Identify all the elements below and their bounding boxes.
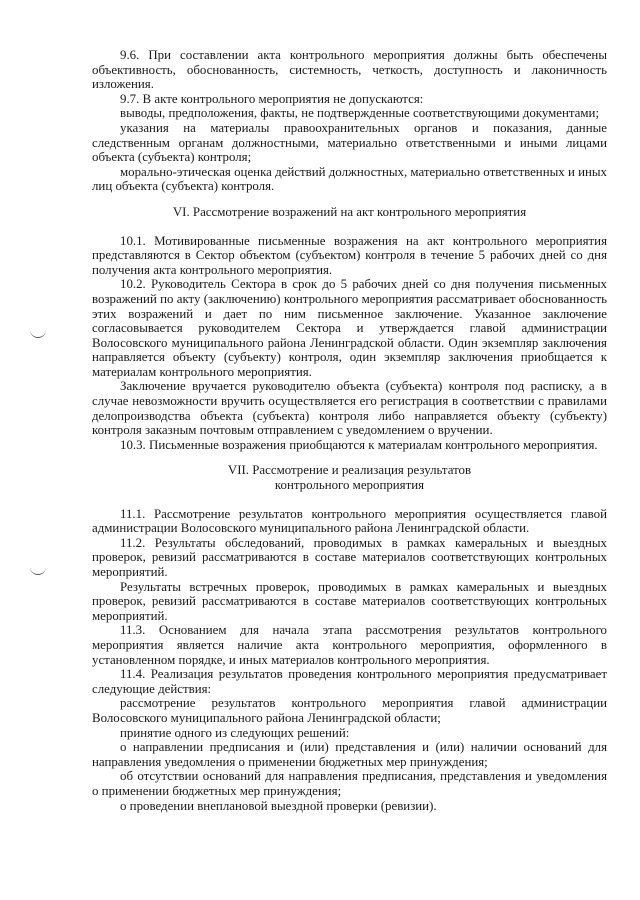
list-item-law-enforcement: указания на материалы правоохранительных органов и показания, данные следственным органам должностными, материально ответственными и иными лицами объекта (субъекта) контроля; [92, 120, 607, 165]
list-item-review-results: рассмотрение результатов контрольного мероприятия главой администрации Волосовского муниципального района Ленинградской области; [92, 696, 607, 725]
paragraph-9-6: 9.6. При составлении акта контрольного мероприятия должны быть обеспечены объективность, обоснованность, системность, четкость, доступность и лаконичность изложения. [92, 48, 607, 92]
paragraph-counter-checks: Результаты встречных проверок, проводимых в рамках камеральных и выездных проверок, ревизий рассматриваются в составе материалов соответствующих контрольных мероприятий. [92, 579, 607, 623]
list-item-decision: принятие одного из следующих решений: [120, 725, 350, 740]
paragraph-11-2: 11.2. Результаты обследований, проводимых в рамках камеральных и выездных проверок, ревизий рассматриваются в составе материалов соответствующих контрольных мероприятий. [92, 535, 607, 579]
paragraph-11-3: 11.3. Основанием для начала этапа рассмотрения результатов контрольного мероприятия является наличие акта контрольного мероприятия, оформленного в установленном порядке, и иных материалов контрольного мероприятия. [92, 623, 607, 667]
list-item-ethical-assessment: морально-этическая оценка действий должностных, материально ответственных и иных лиц объекта (субъекта) контроля. [92, 164, 607, 194]
section-heading-vii: VII. Рассмотрение и реализация результатов [227, 463, 472, 478]
binder-hole-mark [30, 566, 46, 575]
list-item-unscheduled-audit: о проведении внеплановой выездной проверки (ревизии). [120, 798, 437, 813]
paragraph-9-7: 9.7. В акте контрольного мероприятия не допускаются: [120, 91, 424, 106]
binder-hole-mark [30, 329, 46, 338]
document-body [92, 48, 607, 813]
list-item-conclusions: выводы, предположения, факты, не подтвержденные соответствующими документами; [120, 106, 600, 121]
list-item-no-grounds: об отсутствии оснований для направления предписания, представления и уведомления о применении бюджетных мер принуждения; [92, 769, 607, 798]
paragraph-10-1: 10.1. Мотивированные письменные возражения на акт контрольного мероприятия представляются в Сектор объектом (субъектом) контроля в течение 5 рабочих дней со дня получения акта контрольного мероприятия. [92, 233, 607, 277]
list-item-prescription: о направлении предписания и (или) представления и (или) наличии оснований для направления уведомления о применении бюджетных мер принуждения; [92, 740, 607, 769]
section-heading-vii-line-2: контрольного мероприятия [274, 478, 425, 493]
paragraph-11-1: 11.1. Рассмотрение результатов контрольного мероприятия осуществляется главой администрации Волосовского муниципального района Ленинградской области. [92, 506, 607, 536]
paragraph-conclusion-delivery: Заключение вручается руководителю объекта (субъекта) контроля под расписку, а в случае невозможности вручить осуществляется его регистрация в соответствии с правилами делопроизводства объекта (субъекта) контроля либо направляется объекту (субъекту) контроля заказным почтовым отправлением с уведомлением о вручении. [92, 379, 607, 438]
paragraph-10-2: 10.2. Руководитель Сектора в срок до 5 рабочих дней со дня получения письменных возражений по акту (заключению) контрольного мероприятия рассматривает обоснованность этих возражений и дает по ним письменное заключение. Указанное заключение согласовывается руководителем Сектора и утверждается главой администрации Волосовского муниципального района Ленинградской области. Один экземпляр заключения направляется объекту (субъекту) контроля, один экземпляр заключения приобщается к материалам контрольного мероприятия. [92, 277, 607, 379]
paragraph-10-3: 10.3. Письменные возражения приобщаются к материалам контрольного мероприятия. [120, 437, 598, 452]
section-heading-vi: VI. Рассмотрение возражений на акт контрольного мероприятия [172, 204, 527, 219]
paragraph-11-4: 11.4. Реализация результатов проведения контрольного мероприятия предусматривает следующие действия: [92, 667, 607, 696]
